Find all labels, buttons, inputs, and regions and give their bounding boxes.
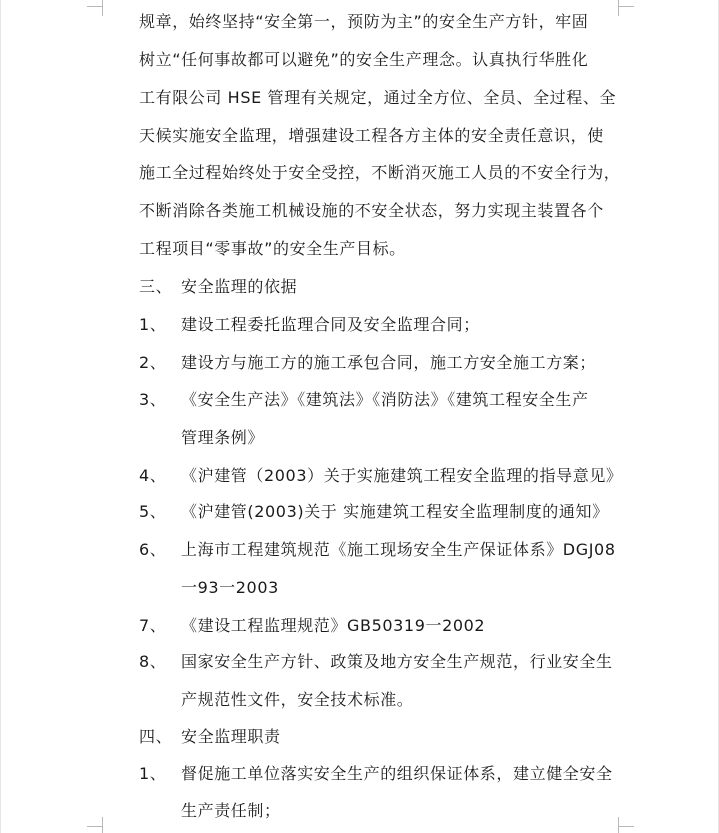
crop-mark-top-left-v xyxy=(102,0,103,16)
list-item-text: 《安全生产法》《建筑法》《消防法》《建筑工程安全生产 xyxy=(181,390,589,409)
list-item-continuation: 一93一2003 xyxy=(181,578,279,597)
list-item-text: 建设方与施工方的施工承包合同，施工方安全施工方案； xyxy=(181,353,597,372)
list-item-continuation: 生产责任制； xyxy=(181,801,281,820)
crop-mark-bottom-left xyxy=(87,826,103,827)
paragraph-line: 规章，始终坚持“安全第一，预防为主”的安全生产方针，牢固 xyxy=(139,12,589,31)
paragraph-line: 天候实施安全监理，增强建设工程各方主体的安全责任意识，使 xyxy=(139,126,604,145)
paragraph-line: 不断消除各类施工机械设施的不安全状态，努力实现主装置各个 xyxy=(139,201,604,220)
list-item-text: 上海市工程建筑规范《施工现场安全生产保证体系》DGJ08 xyxy=(181,540,616,559)
list-item-text: 《建设工程监理规范》GB50319一2002 xyxy=(181,616,486,635)
paragraph-line: 施工全过程始终处于安全受控，不断消灭施工人员的不安全行为， xyxy=(139,163,621,182)
crop-mark-top-right-v xyxy=(618,0,619,16)
section-number: 三、 xyxy=(139,277,173,296)
list-item-text: 《沪建管（2003）关于实施建筑工程安全监理的指导意见》 xyxy=(181,466,623,485)
list-item-number: 2、 xyxy=(139,353,167,372)
crop-mark-top-right xyxy=(618,6,634,7)
list-item-text: 督促施工单位落实安全生产的组织保证体系，建立健全安全 xyxy=(181,764,613,783)
crop-mark-top-left xyxy=(87,6,103,7)
list-item-continuation: 管理条例》 xyxy=(181,428,265,447)
list-item-text: 国家安全生产方针、政策及地方安全生产规范，行业安全生 xyxy=(181,652,613,671)
list-item-number: 8、 xyxy=(139,652,167,671)
paragraph-line: 树立“任何事故都可以避免”的安全生产理念。认真执行华胜化 xyxy=(139,50,589,69)
crop-mark-bottom-left-v xyxy=(102,817,103,833)
crop-mark-bottom-right xyxy=(618,826,634,827)
section-number: 四、 xyxy=(139,727,173,746)
paragraph-line: 工有限公司 HSE 管理有关规定，通过全方位、全员、全过程、全 xyxy=(139,88,617,107)
paragraph-line: 工程项目“零事故”的安全生产目标。 xyxy=(139,239,406,258)
list-item-text: 建设工程委托监理合同及安全监理合同； xyxy=(181,315,480,334)
list-item-text: 《沪建管(2003)关于 实施建筑工程安全监理制度的通知》 xyxy=(181,502,609,521)
list-item-number: 1、 xyxy=(139,764,167,783)
list-item-number: 4、 xyxy=(139,466,167,485)
section-title: 安全监理的依据 xyxy=(181,277,298,296)
crop-mark-bottom-right-v xyxy=(618,817,619,833)
list-item-number: 6、 xyxy=(139,540,167,559)
list-item-number: 7、 xyxy=(139,616,167,635)
list-item-number: 3、 xyxy=(139,390,167,409)
list-item-continuation: 产规范性文件，安全技术标准。 xyxy=(181,690,414,709)
list-item-number: 5、 xyxy=(139,502,167,521)
section-title: 安全监理职责 xyxy=(181,727,281,746)
list-item-number: 1、 xyxy=(139,315,167,334)
